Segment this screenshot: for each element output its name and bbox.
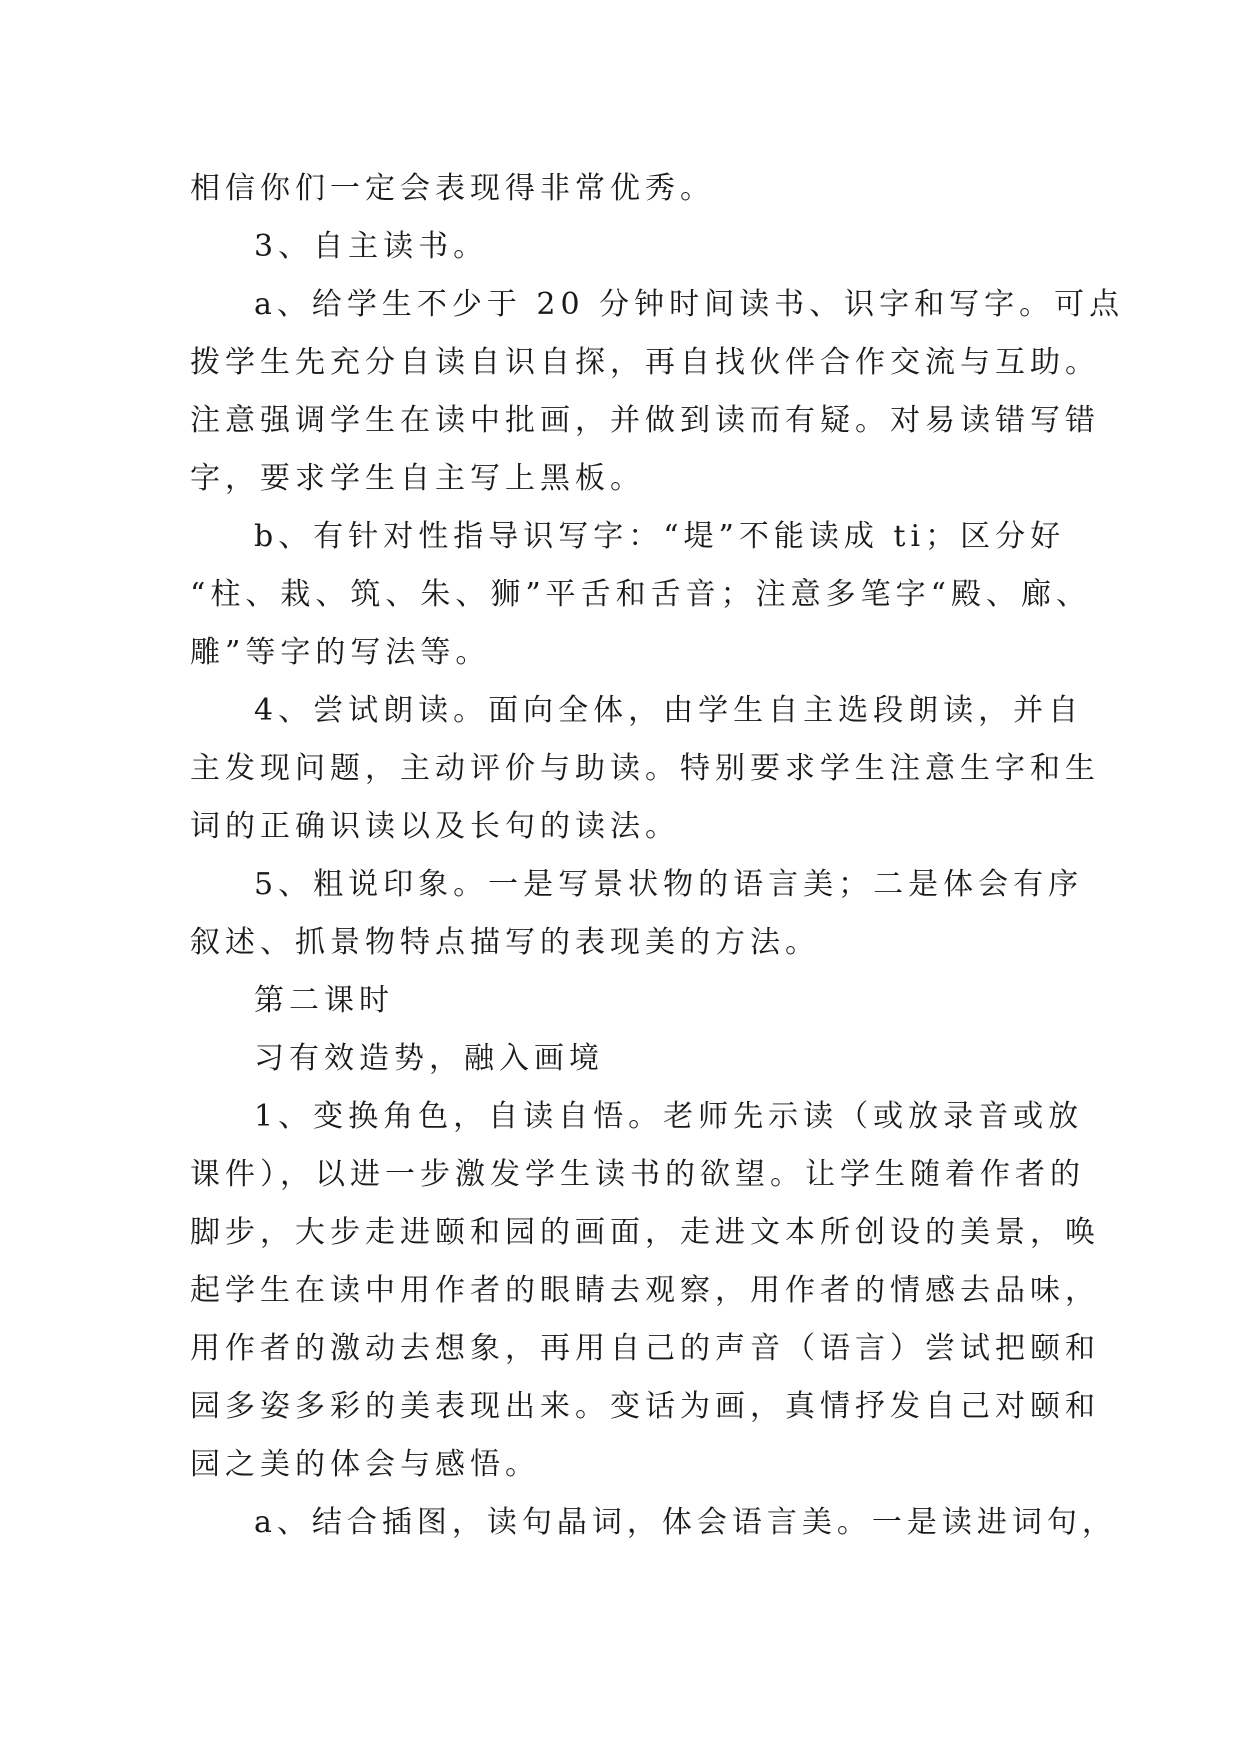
text-line: 字，要求学生自主写上黑板。 [190,461,645,496]
text-line: 3、自主读书。 [254,229,489,264]
text-line: 起学生在读中用作者的眼睛去观察，用作者的情感去品味， [190,1273,1100,1308]
text-line: 拨学生先充分自读自识自探，再自找伙伴合作交流与互助。 [190,345,1100,380]
text-line: 习有效造势，融入画境 [254,1041,604,1076]
text-line: 1、变换角色，自读自悟。老师先示读（或放录音或放 [254,1099,1084,1134]
document-body [190,160,1125,1552]
text-line: 课件），以进一步激发学生读书的欲望。让学生随着作者的 [190,1157,1085,1192]
text-line: a、给学生不少于 20 分钟时间读书、识字和写字。可点 [254,287,1125,322]
text-line: 园多姿多彩的美表现出来。变话为画，真情抒发自己对颐和 [190,1389,1100,1424]
text-line: 词的正确识读以及长句的读法。 [190,809,680,844]
text-line: 雕”等字的写法等。 [190,635,491,670]
text-line: 第二课时 [254,983,394,1018]
text-line: 叙述、抓景物特点描写的表现美的方法。 [190,925,820,960]
text-line: 用作者的激动去想象，再用自己的声音（语言）尝试把颐和 [190,1331,1100,1366]
text-line: 主发现问题，主动评价与助读。特别要求学生注意生字和生 [190,751,1100,786]
text-line: “柱、栽、筑、朱、狮”平舌和舌音；注意多笔字“殿、廊、 [190,577,1092,612]
text-line: 4、尝试朗读。面向全体，由学生自主选段朗读，并自 [254,693,1084,728]
text-line: 脚步，大步走进颐和园的画面，走进文本所创设的美景，唤 [190,1215,1100,1250]
text-line: 5、粗说印象。一是写景状物的语言美；二是体会有序 [254,867,1084,902]
text-line: 注意强调学生在读中批画，并做到读而有疑。对易读错写错 [190,403,1100,438]
text-line: a、结合插图，读句晶词，体会语言美。一是读进词句， [254,1505,1117,1540]
text-line: 相信你们一定会表现得非常优秀。 [190,171,715,206]
text-line: 园之美的体会与感悟。 [190,1447,540,1482]
text-line: b、有针对性指导识写字：“堤”不能读成 ti；区分好 [254,519,1066,554]
